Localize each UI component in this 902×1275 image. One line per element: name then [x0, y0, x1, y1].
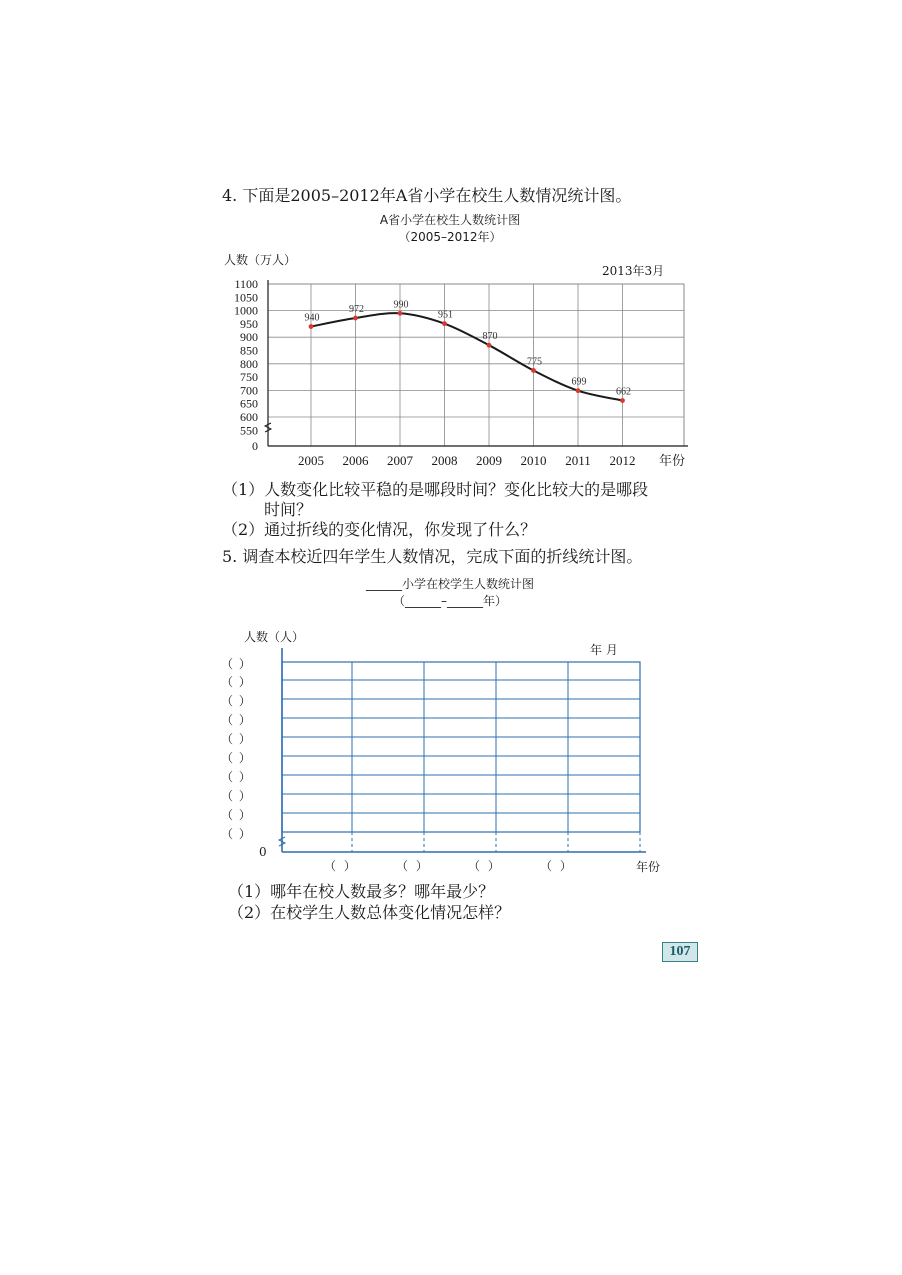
y-tick-label: 650 [240, 396, 258, 411]
y-tick-label: 800 [240, 356, 258, 371]
y-tick-label: 1050 [234, 290, 258, 305]
blank-axis-break-mark [279, 837, 285, 846]
x-tick-label: 2006 [342, 453, 369, 468]
x-tick-label: 2010 [520, 453, 547, 468]
x-axis-label: 年份 [658, 454, 686, 469]
y-tick-label: 750 [240, 370, 258, 385]
blank-y-tick-label: （ ） [221, 675, 252, 689]
blank-y-tick-label: （ ） [221, 694, 252, 708]
blank-x-tick-label: （ ） [540, 859, 574, 873]
q5-heading: 5. 调查本校近四年学生人数情况，完成下面的折线统计图。 [222, 547, 643, 566]
y-tick-label: 900 [240, 330, 258, 345]
x-tick-label: 2008 [431, 453, 458, 468]
data-label: 940 [304, 312, 320, 324]
y-tick-label: 600 [240, 410, 258, 424]
date-note: 2013年3月 [602, 264, 665, 278]
chart-title: A省小学在校生人数统计图 [379, 213, 521, 227]
blank-y-tick-label: （ ） [221, 732, 252, 746]
data-label: 662 [616, 386, 631, 398]
x-tick-label: 2009 [476, 453, 502, 468]
y-tick-label: 1000 [234, 303, 258, 318]
blank-x-tick-label: （ ） [468, 859, 502, 873]
data-label: 775 [527, 356, 542, 368]
q5-sub1: （1）哪年在校人数最多？哪年最少？ [228, 882, 495, 901]
y-tick-label: 550 [240, 423, 258, 438]
blank-y-axis-label: 人数（人） [244, 630, 305, 644]
blank-grid-frame [282, 662, 640, 832]
blank-y-tick-label: （ ） [221, 657, 252, 671]
blank-y-tick-label: （ ） [221, 770, 252, 784]
chart-subtitle: （2005–2012年） [398, 230, 502, 244]
data-label: 870 [482, 331, 498, 343]
blank-y-tick-label: （ ） [221, 713, 252, 727]
blank-y-tick-label: （ ） [221, 827, 252, 841]
q5-sub2: （2）在校学生人数总体变化情况怎样？ [228, 903, 511, 922]
data-label: 990 [393, 299, 409, 311]
data-label: 699 [571, 376, 587, 388]
x-tick-label: 2007 [387, 453, 413, 468]
blank-y-tick-label: （ ） [221, 808, 252, 822]
x-tick-label: 2011 [565, 453, 591, 468]
y-tick-label: 1100 [234, 277, 258, 291]
data-label: 951 [438, 309, 453, 321]
blank-y-tick-label: （ ） [221, 751, 252, 765]
blank-zero-label: 0 [259, 845, 267, 859]
y-tick-label: 950 [240, 316, 258, 331]
page-number: 107 [662, 942, 698, 962]
y-tick-label: 0 [252, 439, 258, 453]
q4-sub1-cont: 时间？ [264, 500, 313, 519]
y-axis-label: 人数（万人） [224, 253, 297, 267]
blank-chart-subtitle: （______–______年） [392, 594, 507, 608]
x-tick-label: 2005 [298, 453, 324, 468]
q4-heading: 4. 下面是2005–2012年A省小学在校生人数情况统计图。 [222, 186, 632, 205]
y-tick-label: 850 [240, 343, 258, 358]
blank-x-axis-label: 年份 [636, 860, 661, 874]
y-tick-label: 700 [240, 383, 258, 398]
blank-x-tick-label: （ ） [324, 859, 358, 873]
blank-date-note: 年 月 [590, 643, 618, 657]
blank-y-tick-label: （ ） [221, 789, 252, 803]
x-tick-label: 2012 [609, 453, 636, 468]
q4-sub1: （1）人数变化比较平稳的是哪段时间？变化比较大的是哪段 [222, 480, 649, 499]
blank-chart-title: ______小学在校学生人数统计图 [365, 577, 534, 591]
q4-sub2: （2）通过折线的变化情况，你发现了什么？ [222, 520, 537, 539]
blank-x-tick-label: （ ） [396, 859, 430, 873]
data-label: 972 [349, 304, 364, 316]
